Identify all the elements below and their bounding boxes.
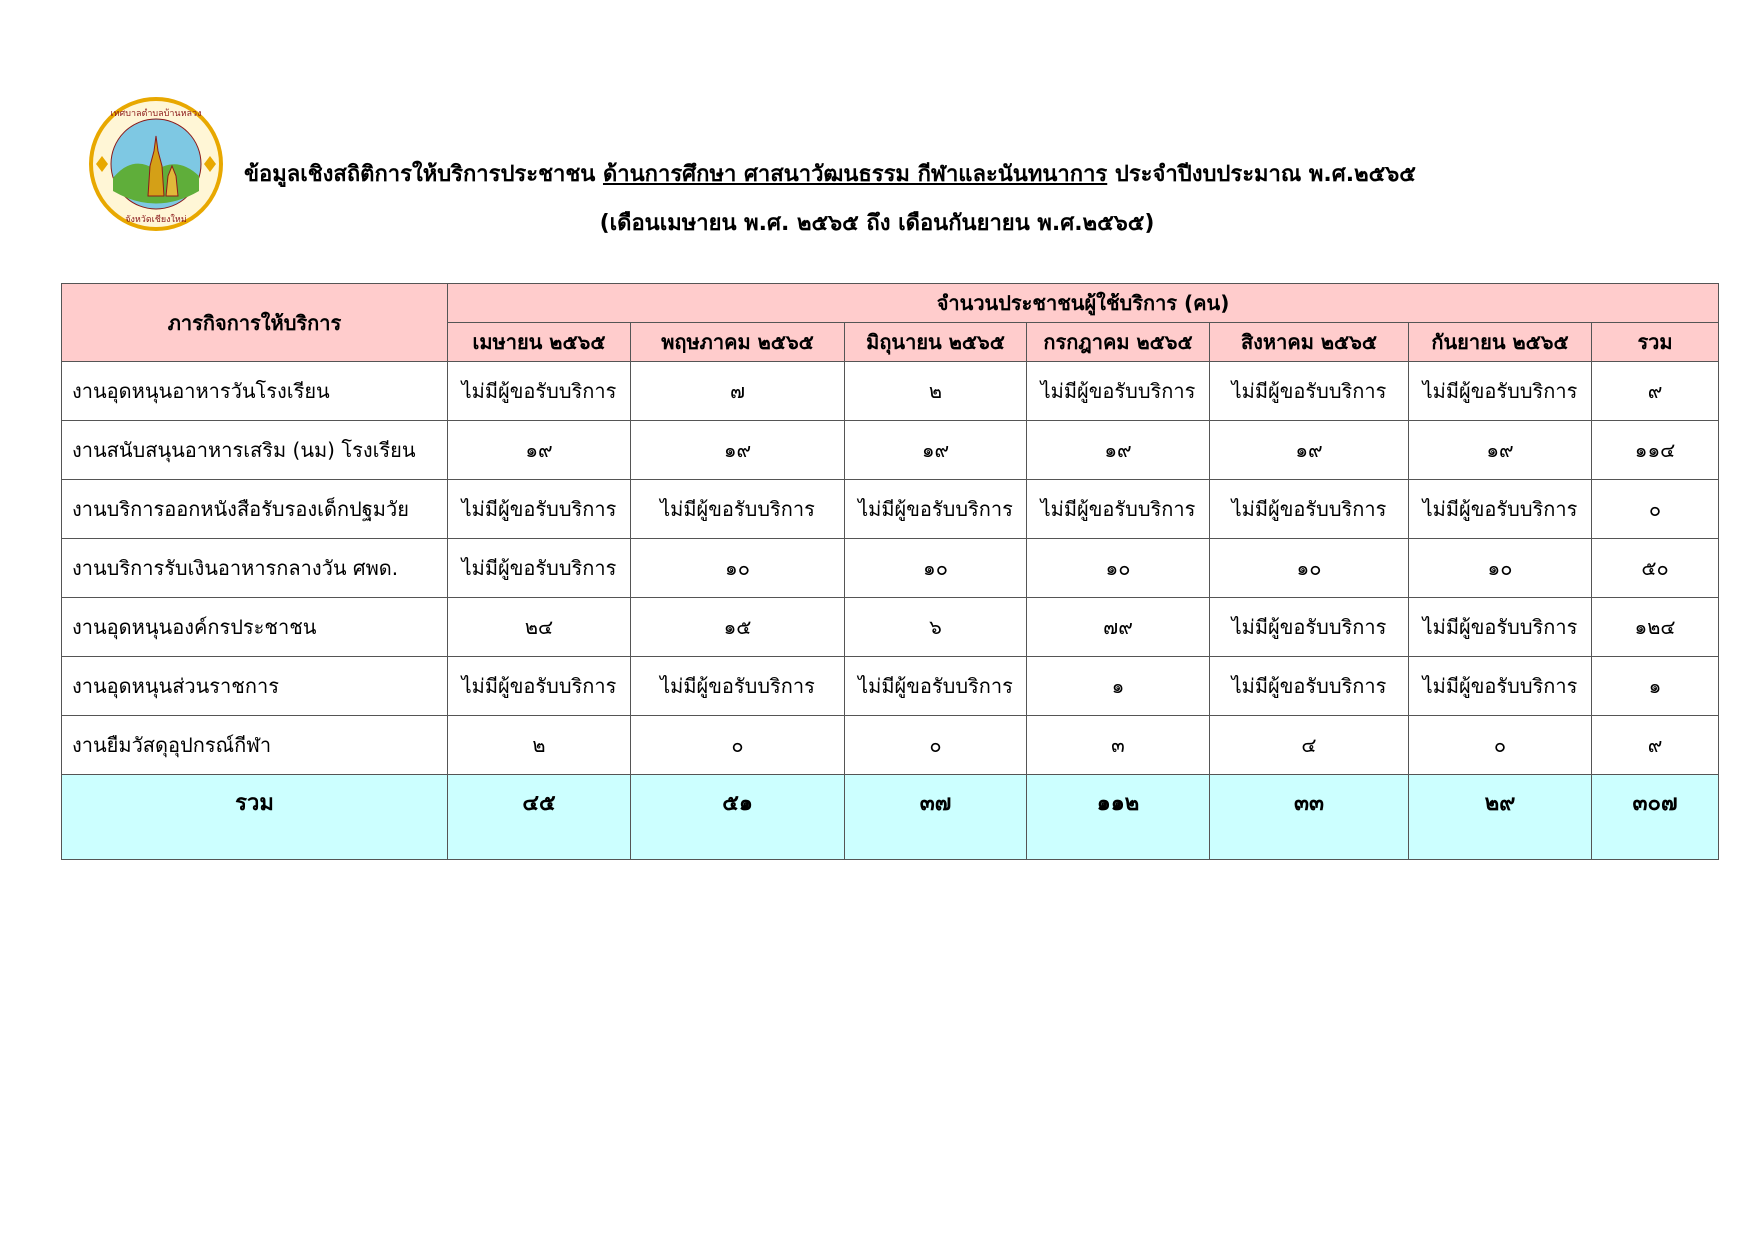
value-cell: ๐ bbox=[845, 716, 1027, 775]
value-cell: ๔ bbox=[1210, 716, 1409, 775]
value-cell: ไม่มีผู้ขอรับบริการ bbox=[845, 480, 1027, 539]
task-cell: งานบริการรับเงินอาหารกลางวัน ศพด. bbox=[62, 539, 448, 598]
value-cell: ไม่มีผู้ขอรับบริการ bbox=[1210, 362, 1409, 421]
page-subtitle: (เดือนเมษายน พ.ศ. ๒๕๖๕ ถึง เดือนกันยายน พ.ศ.๒๕๖๕) bbox=[599, 211, 1155, 236]
value-cell: ไม่มีผู้ขอรับบริการ bbox=[845, 657, 1027, 716]
task-cell: งานยืมวัสดุอุปกรณ์กีฬา bbox=[62, 716, 448, 775]
title-suffix: ประจำปีงบประมาณ พ.ศ.๒๕๖๕ bbox=[1107, 162, 1416, 187]
value-cell: ๑๐ bbox=[631, 539, 845, 598]
value-cell: ๐ bbox=[631, 716, 845, 775]
value-cell: ๑ bbox=[1027, 657, 1210, 716]
total-value-cell: ๑๑๒ bbox=[1027, 775, 1210, 860]
total-value-cell: ๒๙ bbox=[1409, 775, 1592, 860]
value-cell: ไม่มีผู้ขอรับบริการ bbox=[448, 480, 631, 539]
value-cell: ๑๙ bbox=[631, 421, 845, 480]
task-header: ภารกิจการให้บริการ bbox=[62, 284, 448, 362]
table-row bbox=[62, 716, 1719, 775]
value-cell: ๒๔ bbox=[448, 598, 631, 657]
title-underlined: ด้านการศึกษา ศาสนาวัฒนธรรม กีฬาและนันทนาการ bbox=[602, 162, 1108, 187]
statistics-table bbox=[61, 283, 1719, 860]
month-header: เมษายน ๒๕๖๕ bbox=[448, 323, 631, 362]
month-header: มิถุนายน ๒๕๖๕ bbox=[845, 323, 1027, 362]
table-row bbox=[62, 421, 1719, 480]
row-total-cell: ๕๐ bbox=[1592, 539, 1719, 598]
value-cell: ๖ bbox=[845, 598, 1027, 657]
value-cell: ไม่มีผู้ขอรับบริการ bbox=[448, 539, 631, 598]
grand-total-row bbox=[62, 775, 1719, 860]
total-value-cell: ๓๗ bbox=[845, 775, 1027, 860]
value-cell: ๒ bbox=[845, 362, 1027, 421]
row-total-cell: ๐ bbox=[1592, 480, 1719, 539]
value-cell: ไม่มีผู้ขอรับบริการ bbox=[1409, 657, 1592, 716]
table-row bbox=[62, 480, 1719, 539]
row-total-cell: ๙ bbox=[1592, 716, 1719, 775]
task-cell: งานอุดหนุนอาหารวันโรงเรียน bbox=[62, 362, 448, 421]
month-header: กรกฎาคม ๒๕๖๕ bbox=[1027, 323, 1210, 362]
value-cell: ๑๙ bbox=[1210, 421, 1409, 480]
month-header: สิงหาคม ๒๕๖๕ bbox=[1210, 323, 1409, 362]
value-cell: ไม่มีผู้ขอรับบริการ bbox=[1409, 598, 1592, 657]
task-cell: งานสนับสนุนอาหารเสริม (นม) โรงเรียน bbox=[62, 421, 448, 480]
total-value-cell: ๓๓ bbox=[1210, 775, 1409, 860]
table-row bbox=[62, 657, 1719, 716]
value-cell: ๗๙ bbox=[1027, 598, 1210, 657]
value-cell: ๑๐ bbox=[1210, 539, 1409, 598]
value-cell: ๑๙ bbox=[1027, 421, 1210, 480]
value-cell: ไม่มีผู้ขอรับบริการ bbox=[631, 657, 845, 716]
month-header: พฤษภาคม ๒๕๖๕ bbox=[631, 323, 845, 362]
value-cell: ๑๙ bbox=[1409, 421, 1592, 480]
task-cell: งานอุดหนุนองค์กรประชาชน bbox=[62, 598, 448, 657]
value-cell: ๑๐ bbox=[845, 539, 1027, 598]
total-value-cell: ๕๑ bbox=[631, 775, 845, 860]
value-cell: ๓ bbox=[1027, 716, 1210, 775]
row-total-cell: ๑๑๔ bbox=[1592, 421, 1719, 480]
value-cell: ไม่มีผู้ขอรับบริการ bbox=[448, 657, 631, 716]
table-row bbox=[62, 598, 1719, 657]
value-cell: ไม่มีผู้ขอรับบริการ bbox=[448, 362, 631, 421]
task-cell: งานบริการออกหนังสือรับรองเด็กปฐมวัย bbox=[62, 480, 448, 539]
value-cell: ๑๐ bbox=[1409, 539, 1592, 598]
logo-top-text: เทศบาลตำบลบ้านหลวง bbox=[110, 109, 202, 119]
group-header: จำนวนประชาชนผู้ใช้บริการ (คน) bbox=[448, 284, 1719, 323]
table-row bbox=[62, 362, 1719, 421]
logo-bottom-text: จังหวัดเชียงใหม่ bbox=[125, 215, 187, 225]
value-cell: ไม่มีผู้ขอรับบริการ bbox=[1210, 480, 1409, 539]
value-cell: ไม่มีผู้ขอรับบริการ bbox=[1409, 362, 1592, 421]
value-cell: ๑๙ bbox=[448, 421, 631, 480]
row-total-cell: ๙ bbox=[1592, 362, 1719, 421]
value-cell: ๐ bbox=[1409, 716, 1592, 775]
value-cell: ๒ bbox=[448, 716, 631, 775]
page-title bbox=[244, 156, 1544, 191]
value-cell: ๑๕ bbox=[631, 598, 845, 657]
title-prefix: ข้อมูลเชิงสถิติการให้บริการประชาชน bbox=[244, 162, 603, 187]
month-header: กันยายน ๒๕๖๕ bbox=[1409, 323, 1592, 362]
value-cell: ๑๙ bbox=[845, 421, 1027, 480]
grand-total-cell: ๓๐๗ bbox=[1592, 775, 1719, 860]
total-column-header: รวม bbox=[1592, 323, 1719, 362]
row-total-cell: ๑ bbox=[1592, 657, 1719, 716]
value-cell: ไม่มีผู้ขอรับบริการ bbox=[1027, 362, 1210, 421]
value-cell: ๗ bbox=[631, 362, 845, 421]
value-cell: ๑๐ bbox=[1027, 539, 1210, 598]
value-cell: ไม่มีผู้ขอรับบริการ bbox=[1210, 657, 1409, 716]
value-cell: ไม่มีผู้ขอรับบริการ bbox=[1409, 480, 1592, 539]
total-label: รวม bbox=[62, 775, 448, 860]
total-value-cell: ๔๕ bbox=[448, 775, 631, 860]
value-cell: ไม่มีผู้ขอรับบริการ bbox=[1027, 480, 1210, 539]
value-cell: ไม่มีผู้ขอรับบริการ bbox=[1210, 598, 1409, 657]
value-cell: ไม่มีผู้ขอรับบริการ bbox=[631, 480, 845, 539]
table-row bbox=[62, 539, 1719, 598]
task-cell: งานอุดหนุนส่วนราชการ bbox=[62, 657, 448, 716]
row-total-cell: ๑๒๔ bbox=[1592, 598, 1719, 657]
